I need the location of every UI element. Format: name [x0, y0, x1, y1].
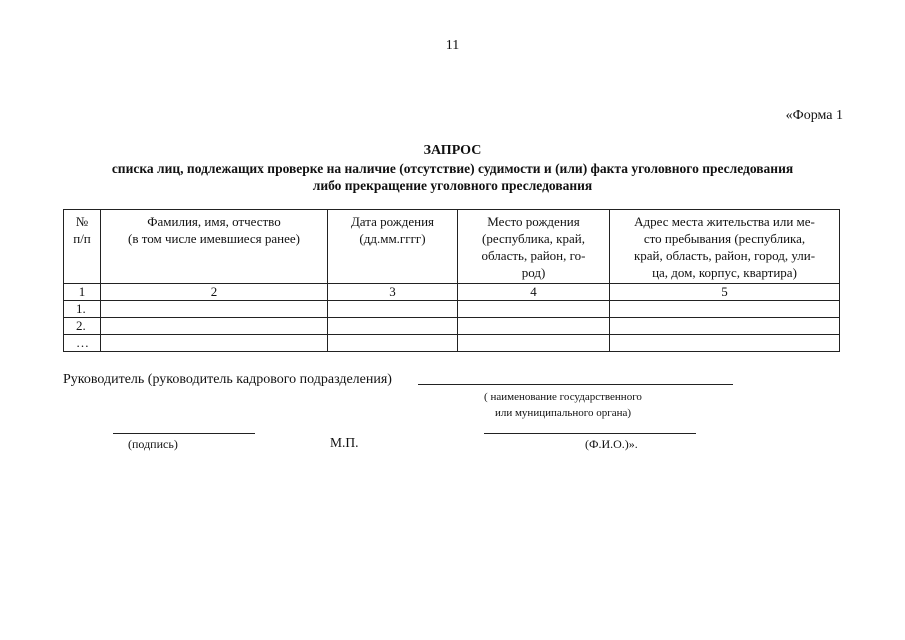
- org-hint-line-1: ( наименование государственного: [484, 391, 642, 403]
- column-number: 5: [610, 284, 840, 301]
- signature-line[interactable]: [113, 433, 255, 434]
- birth-date-cell[interactable]: [328, 301, 458, 318]
- header-full-name: Фамилия, имя, отчество (в том числе имевшиеся ранее): [101, 210, 328, 284]
- table-row: [64, 318, 840, 335]
- full-name-label: (Ф.И.О.)».: [585, 437, 638, 451]
- name-cell[interactable]: [101, 335, 328, 352]
- org-hint-line-2: или муниципального органа): [494, 407, 632, 419]
- birth-date-cell[interactable]: [328, 318, 458, 335]
- header-birth-date: Дата рождения (дд.мм.гггг): [328, 210, 458, 284]
- header-row: [64, 210, 840, 284]
- name-cell[interactable]: [101, 301, 328, 318]
- request-table: [63, 209, 840, 352]
- manager-label: Руководитель (руководитель кадрового подразделения): [63, 372, 392, 387]
- subtitle-line-1: списка лиц, подлежащих проверке на наличие (отсутствие) судимости и (или) факта уголовного преследования: [111, 161, 794, 176]
- column-number: 2: [101, 284, 328, 301]
- column-number: 1: [64, 284, 101, 301]
- birth-place-cell[interactable]: [458, 318, 610, 335]
- document-subtitle: [40, 160, 865, 194]
- column-number: 4: [458, 284, 610, 301]
- subtitle-line-2: либо прекращение уголовного преследования: [312, 178, 593, 193]
- birth-place-cell[interactable]: [458, 301, 610, 318]
- birth-date-cell[interactable]: [328, 335, 458, 352]
- birth-place-cell[interactable]: [458, 335, 610, 352]
- row-number: 1.: [64, 301, 101, 318]
- document-title: ЗАПРОС: [423, 143, 482, 158]
- column-number: 3: [328, 284, 458, 301]
- signature-label: (подпись): [128, 437, 178, 451]
- row-number: …: [64, 335, 101, 352]
- form-label: «Форма 1: [785, 108, 843, 123]
- full-name-line[interactable]: [484, 433, 696, 434]
- page-number: 11: [445, 38, 460, 53]
- header-address: Адрес места жительства или ме- сто пребывания (республика, край, область, район, город, ули- ца, дом, корпус, квартира): [610, 210, 840, 284]
- organization-hint: [463, 389, 663, 421]
- row-number: 2.: [64, 318, 101, 335]
- table-row: [64, 301, 840, 318]
- organization-name-line[interactable]: [418, 384, 733, 385]
- table-row: [64, 335, 840, 352]
- address-cell[interactable]: [610, 301, 840, 318]
- address-cell[interactable]: [610, 318, 840, 335]
- column-number-row: [64, 284, 840, 301]
- name-cell[interactable]: [101, 318, 328, 335]
- header-number: № п/п: [64, 210, 101, 284]
- header-birth-place: Место рождения (республика, край, область, район, го- род): [458, 210, 610, 284]
- address-cell[interactable]: [610, 335, 840, 352]
- stamp-label: М.П.: [330, 435, 359, 450]
